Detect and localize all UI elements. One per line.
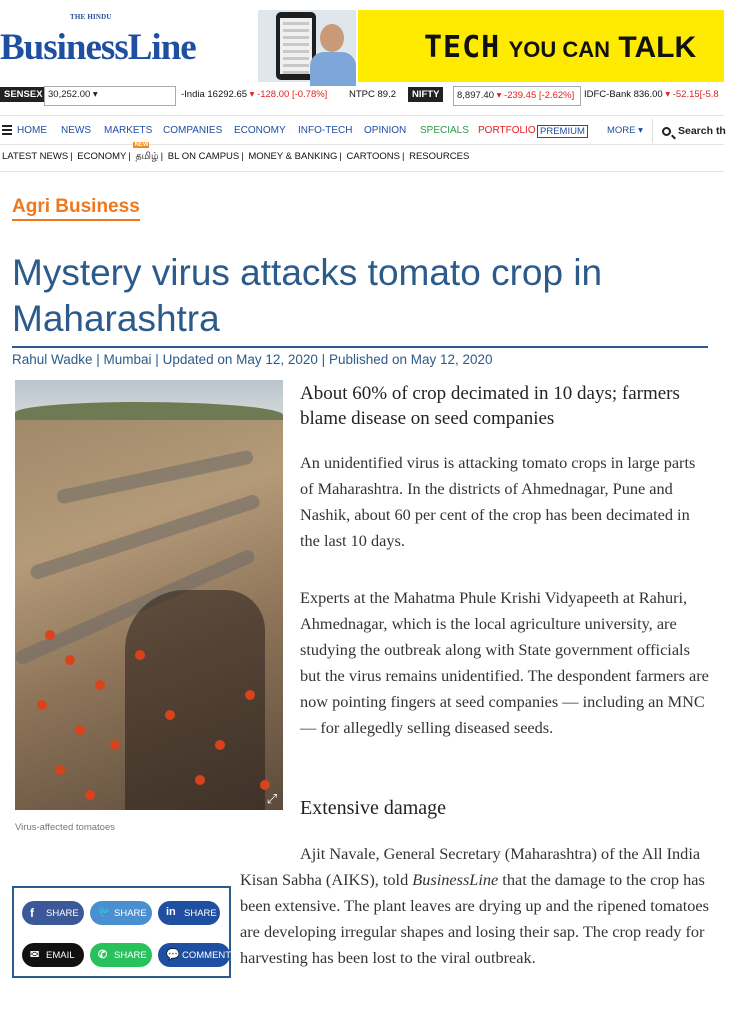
tomato [55,765,65,775]
logo-parent-brand: THE HINDU [70,13,112,21]
nifty-box[interactable] [453,86,581,106]
nav-companies[interactable]: COMPANIES [163,125,223,136]
comments-button[interactable] [158,943,238,967]
tomato [95,680,105,690]
subnav-bl-on-campus[interactable]: BL ON CAMPUS [167,151,240,162]
ad-text [424,30,696,65]
subnav-cartoons[interactable]: CARTOONS [346,151,400,162]
nav-more[interactable]: MORE ▾ [607,125,643,136]
article-subheading: About 60% of crop decimated in 10 days; farmers blame disease on seed companies [300,383,680,430]
site-header [0,0,724,84]
section-tag[interactable]: Agri Business [12,196,140,221]
ad-word-talk: TALK [618,31,697,64]
tomato [260,780,270,790]
byline-rule [12,346,708,348]
tomato [75,725,85,735]
article-paragraph-1: An unidentified virus is attacking tomato crops in large parts of Maharashtra. In the districts of Ahmednagar, Pune and Nashik, about 60 per cent of the crop has been decimated in the last 10 days. [300,453,696,551]
search-button[interactable] [652,119,732,143]
nav-economy[interactable]: ECONOMY [234,125,286,136]
linkedin-share-button[interactable] [158,901,220,925]
subnav-tamil[interactable] [134,142,159,163]
ticker-india [181,89,327,100]
nav-markets[interactable]: MARKETS [104,125,153,136]
whatsapp-share-button[interactable] [90,943,152,967]
facebook-icon: f [30,906,34,920]
article-paragraph-3 [240,841,710,971]
sensex-box[interactable] [44,86,176,106]
nifty-value: 8,897.40 [457,90,494,101]
image-caption: Virus-affected tomatoes [15,822,115,833]
ad-image[interactable] [258,10,356,82]
article-byline: Rahul Wadke | Mumbai | Updated on May 12, 2020 | Published on May 12, 2020 [12,352,493,367]
tomato [37,700,47,710]
subnav-latest-news[interactable]: LATEST NEWS [2,151,69,162]
main-nav [0,115,724,145]
share-box [12,886,238,978]
article-headline: Mystery virus attacks tomato crop in Maharashtra [12,252,603,340]
tomato [195,775,205,785]
subnav-tamil-label: தமிழ் [135,151,159,162]
subnav-money-banking[interactable]: MONEY & BANKING [248,151,338,162]
nav-news[interactable]: NEWS [61,125,91,136]
nifty-change: ▾ -239.45 [-2.62%] [496,90,575,101]
ticker-idfc-change: ▾ -52.15[-5.8 [665,89,719,100]
facebook-share-label: SHARE [46,908,79,919]
tomato [245,690,255,700]
whatsapp-icon: ✆ [98,949,108,961]
person-body [310,52,356,86]
hamburger-menu-icon[interactable] [2,125,12,135]
new-badge: NEW [134,142,149,148]
p3-start: Ajit Navale, General Secretary (Maharashtra) of the All India Kisan Sabha (AIKS), told [240,844,701,890]
tomato [165,710,175,720]
comment-icon: 💬 [166,949,180,961]
sensex-label: SENSEX [0,87,47,102]
tomato [45,630,55,640]
nav-info-tech[interactable]: INFO-TECH [298,125,353,136]
site-logo[interactable] [0,12,230,72]
ad-word-tech: TECH [424,30,501,65]
nav-portfolio[interactable]: PORTFOLIO [478,125,536,136]
header-divider [0,171,724,172]
ticker-ntpc: NTPC 89.2 [349,89,396,100]
tomato [65,655,75,665]
twitter-icon: 🐦 [98,907,111,918]
linkedin-share-label: SHARE [184,908,217,919]
p3-publication: BusinessLine [412,870,499,890]
search-label: Search th [678,125,726,137]
tomato [135,650,145,660]
search-icon [662,127,671,136]
ad-word-you-can: YOU CAN [508,37,611,62]
facebook-share-button[interactable] [22,901,84,925]
twitter-share-button[interactable] [90,901,152,925]
ticker-idfc [584,89,719,100]
whatsapp-share-label: SHARE [114,950,147,961]
logo-name: BusinessLine [0,27,196,68]
linkedin-icon: in [166,906,176,918]
ticker-india-value: -India 16292.65 [181,89,248,100]
sensex-value: 30,252.00 ▾ [48,89,98,100]
article-image[interactable] [15,380,283,810]
tomato [85,790,95,800]
nav-premium[interactable]: PREMIUM [537,125,588,138]
article-paragraph-2: Experts at the Mahatma Phule Krishi Vidyapeeth at Rahuri, Ahmednagar, which is the local agriculture university, are studying the outbreak along with State government officials but the virus remains unidentified. The despondent farmers are now pointing fingers at seed companies — including an MNC — for allegedly selling diseased seeds. [300,588,709,738]
email-share-button[interactable] [22,943,84,967]
twitter-share-label: SHARE [114,908,147,919]
nav-opinion[interactable]: OPINION [364,125,407,136]
nifty-label: NIFTY [408,87,443,102]
ticker-idfc-value: IDFC-Bank 836.00 [584,89,663,100]
nav-specials[interactable]: SPECIALS [420,125,469,136]
tomato [110,740,120,750]
article-section-heading: Extensive damage [300,797,447,819]
phone-screen [280,18,312,74]
email-icon: ✉ [30,949,40,961]
p3-end: that the damage to the crop has been extensive. The plant leaves are drying up and the ripened tomatoes are developing irregular shapes and losing their sap. The crop ready for harvesting has been lost to the viral outbreak. [240,870,709,968]
subnav-economy[interactable]: ECONOMY [77,151,127,162]
tomato [215,740,225,750]
email-share-label: EMAIL [46,950,75,961]
ticker-india-change: ▾ -128.00 [-0.78%] [249,89,328,100]
subnav-resources[interactable]: RESOURCES [409,151,470,162]
nav-home[interactable]: HOME [17,125,47,136]
expand-icon[interactable]: ⤢ [266,791,278,806]
ad-banner[interactable] [358,10,724,82]
person-graphic [320,24,344,52]
sub-nav: LATEST NEWS | ECONOMY | NEW தமிழ் | BL ON CAMPUS | MONEY & BANKING | CARTOONS | RESOURCES [2,142,470,162]
comments-label: COMMENTS [182,950,238,961]
stock-ticker [0,86,724,104]
